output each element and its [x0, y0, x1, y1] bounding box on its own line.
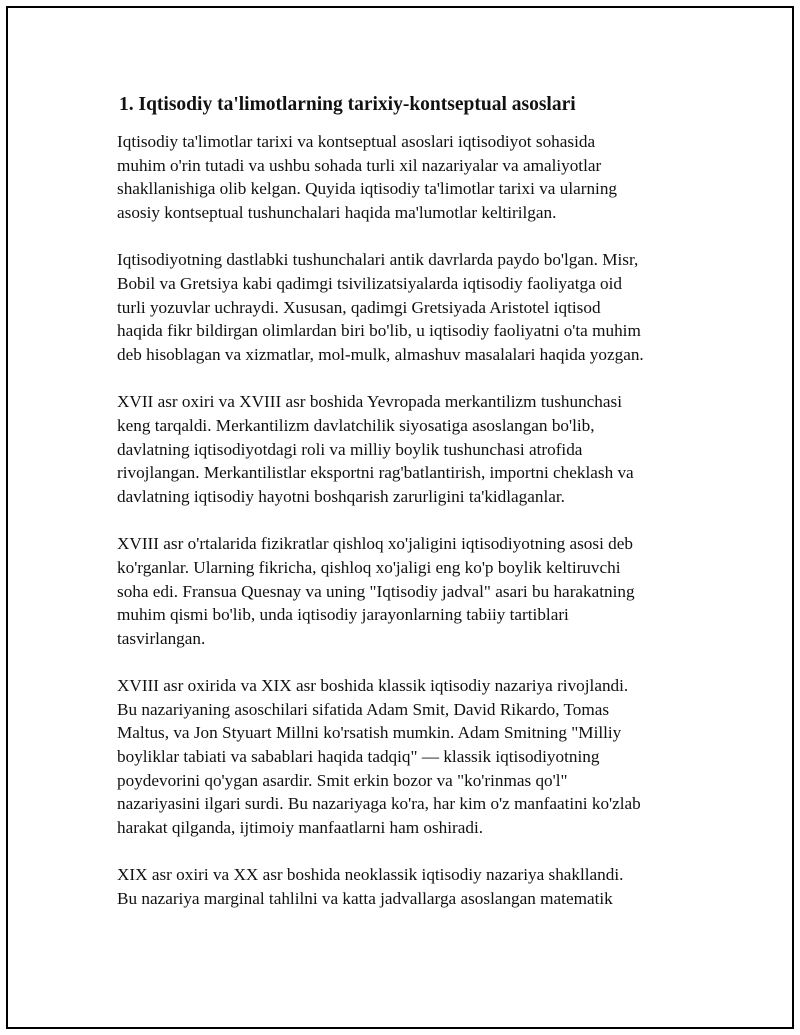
- text-line: nazariyasini ilgari surdi. Bu nazariyaga ko'ra, har kim o'z manfaatini ko'zlab: [117, 794, 641, 814]
- text-line: keng tarqaldi. Merkantilizm davlatchilik siyosatiga asoslangan bo'lib,: [117, 415, 595, 435]
- paragraph-physiocrats: [117, 532, 691, 650]
- paragraph-classical: [117, 674, 691, 839]
- text-line: davlatning iqtisodiyotdagi roli va milliy boylik tushunchasi atrofida: [117, 439, 583, 459]
- text-line: tasvirlangan.: [117, 628, 206, 648]
- text-line: XIX asr oxiri va XX asr boshida neoklassik iqtisodiy nazariya shakllandi.: [117, 865, 624, 885]
- text-line: Iqtisodiy ta'limotlar tarixi va kontseptual asoslari iqtisodiyot sohasida: [117, 132, 596, 151]
- text-line: muhim qismi bo'lib, unda iqtisodiy jarayonlarning tabiiy tartiblari: [117, 605, 569, 625]
- paragraph-intro: [117, 130, 691, 224]
- document-body: [111, 92, 691, 935]
- paragraph-antiquity: [117, 248, 691, 366]
- text-line: ko'rganlar. Ularning fikricha, qishloq xo'jaligi eng ko'p boylik keltiruvchi: [117, 557, 621, 577]
- paragraph-neoclassical: [117, 863, 691, 910]
- text-line: XVIII asr oxirida va XIX asr boshida klassik iqtisodiy nazariya rivojlandi.: [117, 676, 629, 696]
- text-line: Bu nazariya marginal tahlilni va katta jadvallarga asoslangan matematik: [117, 889, 613, 909]
- text-line: asosiy kontseptual tushunchalari haqida ma'lumotlar keltirilgan.: [117, 202, 557, 222]
- text-line: soha edi. Fransua Quesnay va uning "Iqtisodiy jadval" asari bu harakatning: [117, 581, 635, 601]
- text-line: deb hisoblagan va xizmatlar, mol-mulk, almashuv masalalari haqida yozgan.: [117, 344, 644, 364]
- section-heading: 1. Iqtisodiy ta'limotlarning tarixiy-kontseptual asoslari: [119, 94, 576, 115]
- text-line: haqida fikr bildirgan olimlardan biri bo'lib, u iqtisodiy faoliyatni o'ta muhim: [117, 321, 641, 341]
- text-line: shakllanishiga olib kelgan. Quyida iqtisodiy ta'limotlar tarixi va ularning: [117, 179, 618, 199]
- text-line: poydevorini qo'ygan asardir. Smit erkin bozor va "ko'rinmas qo'l": [117, 770, 568, 790]
- text-line: Iqtisodiyotning dastlabki tushunchalari antik davrlarda paydo bo'lgan. Misr,: [117, 250, 639, 270]
- text-line: boyliklar tabiati va sabablari haqida tadqiq" — klassik iqtisodiyotning: [117, 747, 600, 767]
- text-line: rivojlangan. Merkantilistlar eksportni rag'batlantirish, importni cheklash va: [117, 463, 634, 483]
- text-line: Bobil va Gretsiya kabi qadimgi tsivilizatsiyalarda iqtisodiy faoliyatga oid: [117, 273, 623, 293]
- paragraph-mercantilism: [117, 390, 691, 508]
- text-line: Bu nazariyaning asoschilari sifatida Adam Smit, David Rikardo, Tomas: [117, 699, 610, 719]
- text-line: muhim o'rin tutadi va ushbu sohada turli xil nazariyalar va amaliyotlar: [117, 155, 602, 175]
- text-line: XVII asr oxiri va XVIII asr boshida Yevropada merkantilizm tushunchasi: [117, 392, 622, 412]
- text-line: Maltus, va Jon Styuart Millni ko'rsatish mumkin. Adam Smitning "Milliy: [117, 723, 622, 743]
- text-line: XVIII asr o'rtalarida fizikratlar qishloq xo'jaligini iqtisodiyotning asosi deb: [117, 534, 633, 554]
- text-line: harakat qilganda, ijtimoiy manfaatlarni ham oshiradi.: [117, 817, 484, 837]
- text-line: davlatning iqtisodiy hayotni boshqarish zarurligini ta'kidlaganlar.: [117, 486, 565, 506]
- text-line: turli yozuvlar uchraydi. Xususan, qadimgi Gretsiyada Aristotel iqtisod: [117, 297, 601, 317]
